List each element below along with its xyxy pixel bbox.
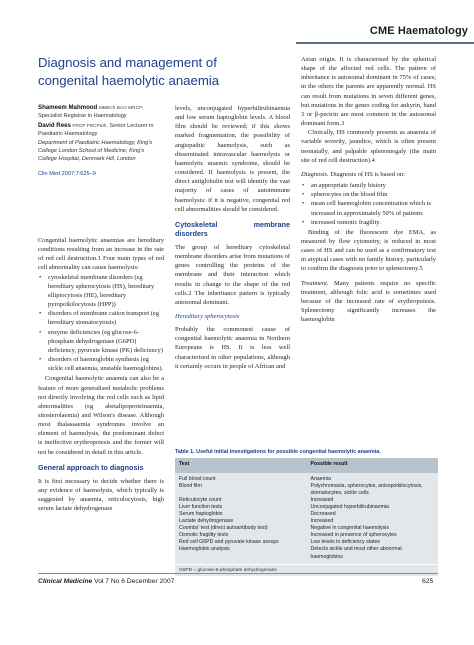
article-title (38, 54, 278, 89)
treatment-text: Many patients require no specific treatment, although folic acid is sometimes used because of the increased rate of erythropoiesis. Splenectomy significantly increases the haemoglobin (301, 279, 436, 324)
bullet-icon: • (39, 273, 42, 281)
table-row (175, 539, 438, 546)
data-table (175, 458, 438, 564)
table-cell: Unconjugated hyperbilirubinaemia (310, 504, 389, 511)
table-row (175, 473, 438, 483)
table-row (175, 497, 438, 504)
author-degrees: MBBCh BAO MRCP, (98, 106, 143, 111)
bullet-icon: • (39, 310, 42, 318)
bullet-icon: • (39, 356, 42, 364)
author-degrees: FRCP FRCPath, (72, 124, 108, 130)
body-paragraph: Asian origin. It is characterised by the spherical shape of the affected red cells. The pattern of inheritance is autosomal dominant in 75% of cases; in the others the parents are apparently normal. HS can result from mutations in seven different genes, but mutations in the genes coding for ankyrin, band 3 or β-pectrin are most common in the autosomal dominant form.3 (301, 56, 436, 128)
table-cell: Red cell G6PD and pyruvate kinase assays (179, 539, 279, 546)
table-cell: Coombs' test (direct autoantibody test) (179, 525, 268, 532)
list-item-text: mean cell haemoglobin concentration which is increased in approximately 50% of patients (311, 200, 431, 217)
table-row (175, 525, 438, 532)
column-header: Test (179, 461, 190, 468)
header-rule (296, 42, 474, 44)
table-cell: Lactate dehydrogenase (179, 518, 234, 525)
author-1 (38, 104, 164, 120)
list-item (301, 190, 436, 199)
table-row (175, 518, 438, 525)
diagnosis-list (301, 181, 436, 227)
journal-issue: Vol 7 No 6 December 2007 (94, 578, 175, 585)
list-item (301, 181, 436, 190)
list-item (38, 309, 164, 327)
body-paragraph: The group of hereditary cytoskeletal membrane disorders arise from mutations of genes controlling the proteins of the membrane and their interaction which results in change to the shape of the red cells.2 The inheritance pattern is typically autosomal dominant. (175, 243, 290, 306)
list-item-text: spherocytes on the blood film (311, 191, 388, 199)
footer-journal (38, 578, 174, 585)
table-cell: Increased in presence of spherocytes (310, 532, 397, 539)
list-item (38, 355, 164, 373)
treatment-paragraph (301, 279, 436, 325)
column-1 (38, 236, 164, 513)
table-cell: Full blood count (179, 476, 216, 482)
table-cell: Low levels in deficiency states (310, 539, 380, 546)
list-item (38, 273, 164, 310)
footer-rule (38, 573, 438, 574)
bullet-icon: • (39, 328, 42, 336)
table-row (175, 483, 438, 497)
list-item-text: enzyme deficiencies (eg glucose-6-phosphate dehydrogenase (G6PD) deficiency, pyruvate kinase (PK) deficiency) (48, 328, 163, 354)
title-line-1: Diagnosis and management of (38, 55, 217, 70)
table-header-row (175, 458, 438, 473)
list-item (38, 328, 164, 355)
treatment-label: Treatment. (301, 279, 329, 287)
table-cell: Polychromasia, spherocytes, anisopoikilocytosis, stomatocytes, sickle cells (310, 483, 423, 497)
section-label: CME Haematology (369, 25, 468, 37)
diagnosis-label: Diagnosis. (301, 170, 329, 178)
bullet-icon: • (302, 218, 305, 226)
body-paragraph: Congenital haemolytic anaemia can also be a feature of more generalised metabolic problems not directly involving the red cells such as lipid abnormalities (eg abetalipoproteinaemia, sitosterolaemia) and Wilson's disease. Although most thalassaemia syndromes involve an element of haemolysis, the predominant defect is ineffective erythropoiesis and the former will not be considered in detail in this article. (38, 375, 164, 456)
body-paragraph: levels, unconjugated hyperbilirubinaemia and low serum haptoglobin levels. A blood film should be reviewed; if this shows marked fragmentation, the possibility of angiopathic haemolysis, such as disseminated intravascular haemolysis or haemolytic uraemic syndrome, should be considered. If haemolysis is present, the direct antiglobulin test will identify the vast majority of cases of autoimmune haemolysis: if it is negative, congenital red cell abnormalities should be considered. (175, 105, 290, 213)
table-row (175, 504, 438, 511)
diagnosis-text: Diagnosis of HS is based on: (330, 170, 405, 178)
column-header: Possible result (310, 461, 348, 468)
author-2 (38, 122, 164, 138)
table-cell: Haemoglobin analysis (179, 546, 230, 553)
table-cell: Detects sickle and most other abnormal haemoglobins (310, 546, 402, 560)
table-row (175, 532, 438, 539)
body-paragraph: Binding of the fluorescent dye EMA, as measured by flow cytometry, is reduced in most cases of HS and can be used as a confirmatory test in atypical cases with no family history, particularly to confirm the diagnosis prior to splenectomy.5 (301, 228, 436, 273)
list-item-text: disorders of membrane cation transport (eg hereditary stomatocytosis) (48, 310, 160, 327)
list-item (301, 199, 436, 217)
table-cell: Blood film (179, 483, 202, 490)
section-heading: Cytoskeletal membrane disorders (175, 219, 290, 238)
intro-paragraph: Congenital haemolytic anaemias are hereditary conditions resulting from an increase in the rate of red cell destruction.1 Four main types of red cell abnormality can cause haemolysis: (38, 237, 164, 272)
list-item (301, 218, 436, 227)
table-row (175, 511, 438, 518)
list-item-text: an appropriate family history (311, 182, 386, 190)
body-paragraph: It is first necessary to decide whether there is any evidence of haemolysis, which typically is suggested by anaemia, reticulocytosis, high serum lactate dehydrogenase (38, 477, 164, 513)
list-item-text: disorders of haemoglobin synthesis (eg sickle cell anaemia, unstable haemoglobins). (48, 356, 164, 373)
subsection-heading: Hereditary spherocytosis (175, 312, 240, 320)
section-header (296, 0, 474, 45)
table-cell: Decreased (310, 511, 336, 518)
table-cell: Negative in congenital haemolysis (310, 525, 389, 532)
bullet-icon: • (302, 182, 305, 190)
body-paragraph: Clinically, HS commonly presents as anaemia of variable severity, jaundice, which is often present neonatally, and palpable splenomegaly (the main site of red cell destruction).4 (301, 129, 436, 164)
abnormality-list (38, 273, 164, 374)
author-role: Specialist Registrar in Haematology (38, 112, 127, 119)
list-item-text: cytoskeletal membrane disorders (eg hereditary spherocytosis (HS), hereditary elliptocytosis (HE), hereditary pyropoikilocytosis (HPP)) (48, 273, 155, 309)
author-info (38, 104, 164, 179)
author-name: Shameem Mahmood (38, 104, 98, 111)
author-role: Senior Lecturer in Paediatric Haematology (38, 123, 154, 137)
table-footnote: G6PD = glucose-6-phosphate dehydrogenase (175, 564, 438, 576)
body-paragraph: Probably the commonest cause of congenital haemolytic anaemia in Northern Europeans is HS. It is less well characterised in other populations, although it certainly occurs in people of African and (175, 326, 290, 370)
citation: Clin Med 2007;7:625–9 (38, 171, 96, 178)
table-caption: Table 1. Useful initial investigations for possible congenital haemolytic anaemia. (175, 449, 381, 455)
table-cell: Anaemia (310, 476, 331, 482)
column-2 (175, 104, 290, 371)
table-cell: Increased (310, 518, 334, 525)
table-cell: Serum haptoglobin (179, 511, 223, 518)
affiliation: Department of Paediatric Haematology, King's College London School of Medicine, King's College Hospital, Denmark Hill, London (38, 140, 153, 162)
bullet-icon: • (302, 191, 305, 199)
list-item-text: increased osmotic fragility. (311, 218, 381, 226)
diagnosis-paragraph (301, 170, 436, 179)
table-cell: Osmotic fragility tests (179, 532, 229, 539)
table-cell: Reticulocyte count (179, 497, 222, 504)
table-cell: Increased (310, 497, 334, 504)
table-cell: Liver function tests (179, 504, 223, 511)
investigations-table (175, 449, 438, 576)
table-row (175, 546, 438, 563)
bullet-icon: • (302, 200, 305, 208)
section-heading: General approach to diagnosis (38, 462, 144, 472)
title-line-2: congenital haemolytic anaemia (38, 72, 220, 88)
author-name: David Rees (38, 122, 71, 130)
column-3 (301, 55, 436, 324)
page-number: 625 (422, 578, 434, 585)
journal-name: Clinical Medicine (38, 578, 93, 585)
